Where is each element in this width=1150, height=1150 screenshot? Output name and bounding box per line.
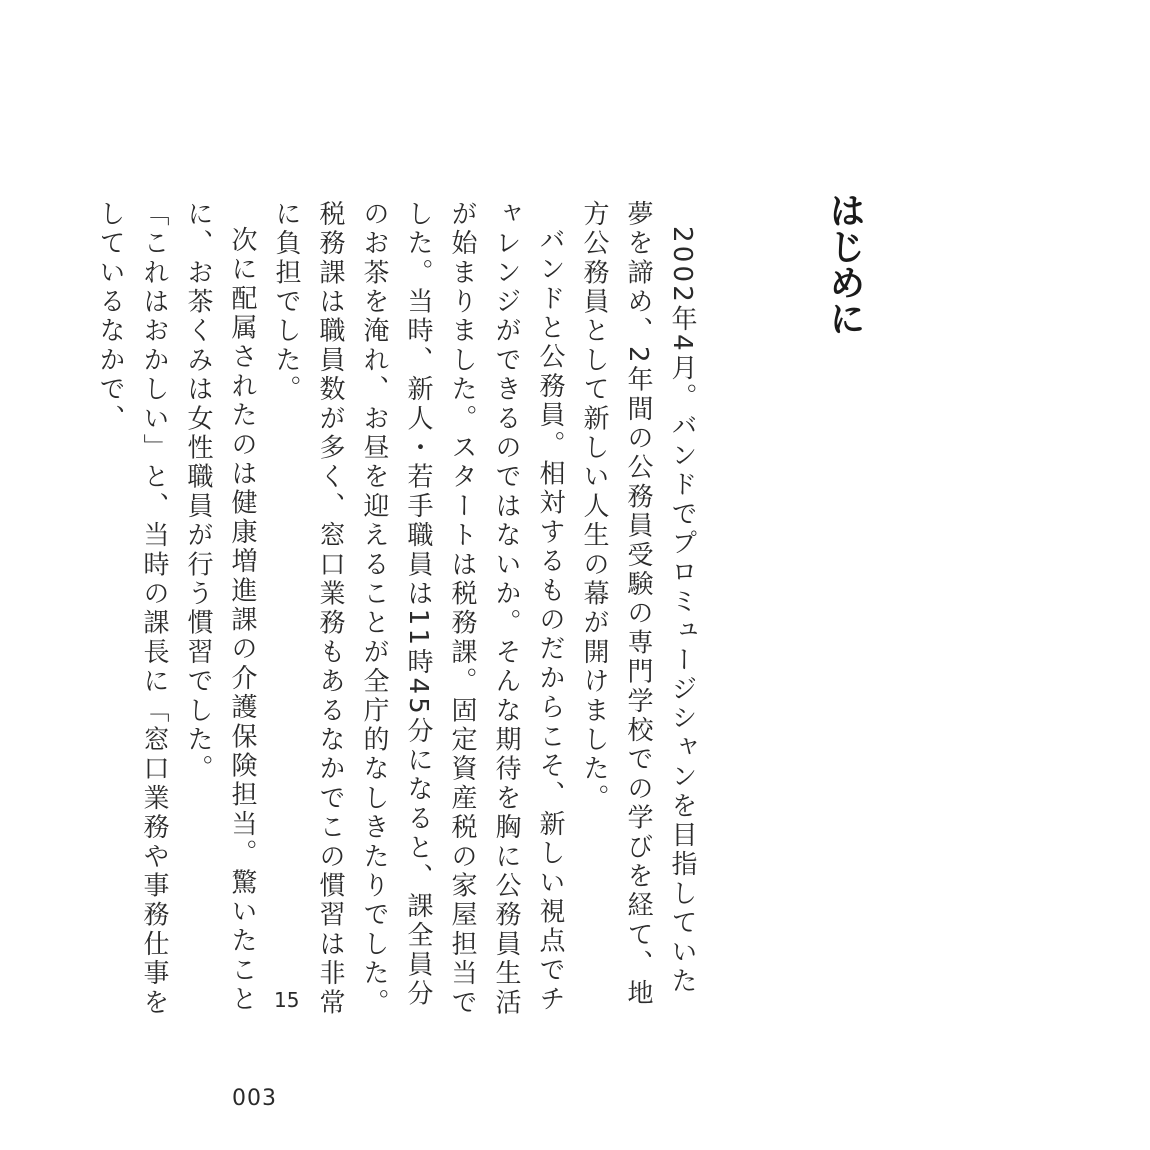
page-number: 003 [232,1086,277,1111]
body-text [95,200,704,1020]
chapter-heading: はじめに [824,192,865,336]
margin-note-number: 15 [274,988,300,1012]
paragraph: 次に配属されたのは健康増進課の介護保険担当。驚いたことに、お茶くみは女性職員が行う慣習でした。 [183,200,257,1015]
paragraph: バンドと公務員。相対するものだからこそ、新しい視点でチャレンジができるのではないか。そんな期待を胸に公務員生活が始まりました。スタートは税務課。固定資産税の家屋担当でした。当時、新人・若手職員は11時45分になると、課全員分のお茶を淹れ、お昼を迎えることが全庁的なしきたりでした。税務課は職員数が多く、窓口業務もあるなかでこの慣習は非常に負担でした。 [271,200,565,1018]
paragraph: 「これはおかしい」と、当時の課長に「窓口業務や事務仕事をしているなかで、 [95,200,169,1018]
paragraph: 2002年4月。バンドでプロミュージシャンを目指していた夢を諦め、2年間の公務員受験の専門学校での学びを経て、地方公務員として新しい人生の幕が開けました。 [579,200,697,1009]
